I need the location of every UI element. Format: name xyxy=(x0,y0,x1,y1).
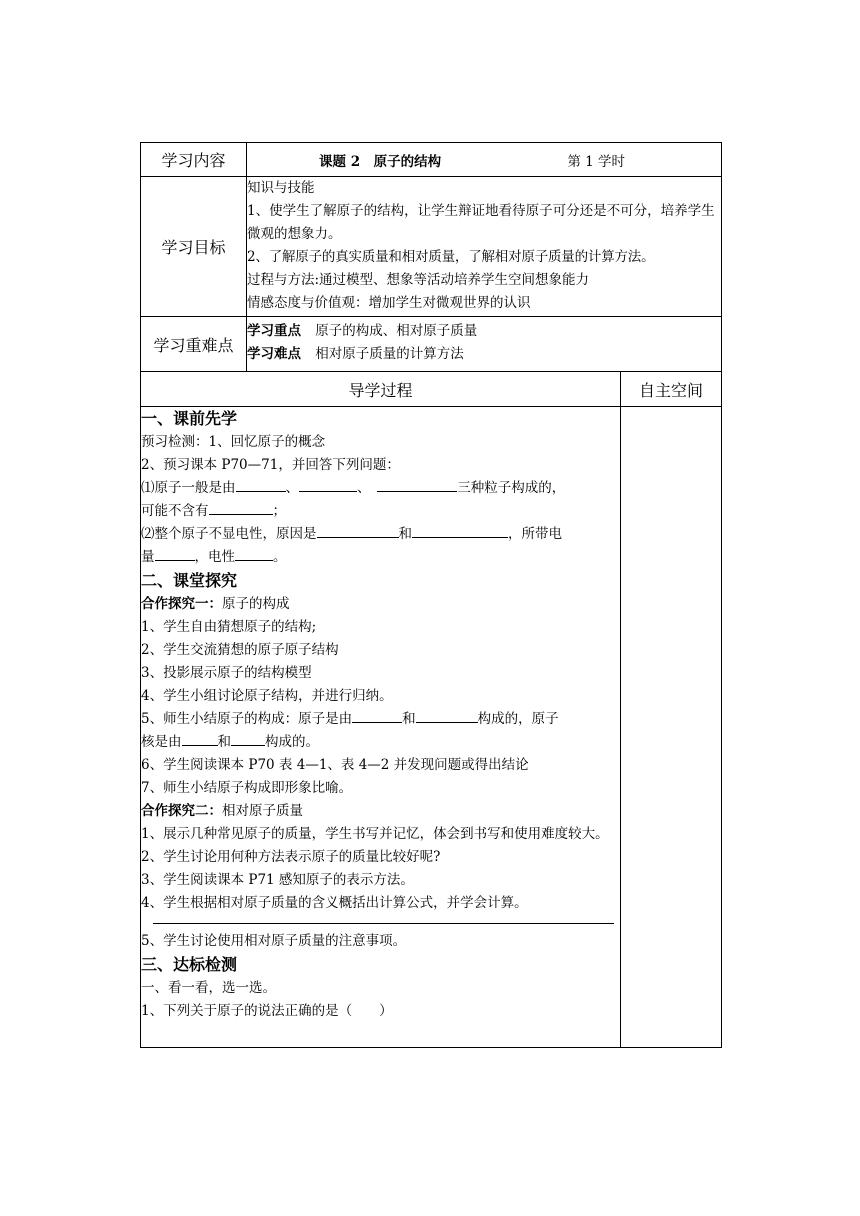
focus-text: 原子的构成、相对原子质量 xyxy=(315,323,478,339)
difficulty-line xyxy=(247,343,721,366)
q2-text: 。 xyxy=(273,549,287,565)
answer-blank[interactable] xyxy=(412,523,508,538)
answer-blank[interactable] xyxy=(377,477,457,492)
process-header-row xyxy=(141,372,722,407)
key-points-label: 学习重难点 xyxy=(141,317,247,372)
inquiry-title xyxy=(141,800,620,823)
q2-text: 和 xyxy=(398,526,412,542)
s5-text: 构成的。 xyxy=(265,734,319,750)
section-title: 二、课堂探究 xyxy=(141,571,238,590)
text-line: 2、预习课本 P70—71，并回答下列问题： xyxy=(141,457,400,473)
key-points-cell xyxy=(247,317,722,372)
difficulty-text: 相对原子质量的计算方法 xyxy=(315,346,464,362)
self-space-area[interactable] xyxy=(621,407,722,1048)
text-line: 4、学生根据相对原子质量的含义概括出计算公式，并学会计算。 xyxy=(141,895,528,911)
formula-answer-line[interactable] xyxy=(153,923,614,924)
text-line: 1、学生自由猜想原子的结构; xyxy=(141,619,317,635)
inquiry-label: 合作探究一： xyxy=(141,596,222,612)
key-points-row xyxy=(141,317,722,372)
answer-blank[interactable] xyxy=(317,523,399,538)
inquiry-title xyxy=(141,593,620,616)
text-line: 4、学生小组讨论原子结构，并进行归纳。 xyxy=(141,688,393,704)
question-line xyxy=(141,731,620,754)
answer-blank[interactable] xyxy=(155,546,195,561)
goals-row xyxy=(141,177,722,317)
q1-sep: 、 xyxy=(357,480,364,496)
goals-line: 2、了解原子的真实质量和相对质量，了解相对原子质量的计算方法。 xyxy=(247,249,655,265)
answer-blank[interactable] xyxy=(416,708,478,723)
q2-text: ，电性 xyxy=(194,549,235,565)
text-line: 7、师生小结原子构成即形象比喻。 xyxy=(141,780,353,796)
text-line: 2、学生讨论用何种方法表示原子的质量比较好呢? xyxy=(141,849,441,865)
goals-line: 1、使学生了解原子的结构，让学生辩证地看待原子可分还是不可分，培养学生微观的想象力。 xyxy=(247,203,715,242)
q2-text: ，所带电 xyxy=(508,526,562,542)
question-line xyxy=(141,708,620,731)
content-row xyxy=(141,143,722,177)
answer-blank[interactable] xyxy=(209,500,273,515)
q1-text: 可能不含有 xyxy=(141,503,209,519)
focus-line xyxy=(247,320,721,343)
text-line: 2、学生交流猜想的原子原子结构 xyxy=(141,642,339,658)
answer-blank[interactable] xyxy=(299,477,357,492)
question-line xyxy=(141,523,620,546)
q2-text: ⑵整个原子不显电性，原因是 xyxy=(141,526,317,542)
process-content xyxy=(141,407,621,1048)
inquiry-text: 原子的构成 xyxy=(222,596,290,612)
process-header: 导学过程 xyxy=(141,372,621,407)
text-line: 3、学生阅读课本 P71 感知原子的表示方法。 xyxy=(141,872,414,888)
answer-blank[interactable] xyxy=(182,731,218,746)
answer-blank[interactable] xyxy=(235,546,273,561)
text-line: 3、投影展示原子的结构模型 xyxy=(141,665,312,681)
question-line xyxy=(141,477,620,500)
goals-line: 过程与方法:通过模型、想象等活动培养学生空间想象能力 xyxy=(247,272,590,288)
goals-cell xyxy=(247,177,722,317)
text-line: 1、展示几种常见原子的质量，学生书写并记忆，体会到书写和使用难度较大。 xyxy=(141,826,609,842)
question-line xyxy=(141,546,620,569)
goals-label: 学习目标 xyxy=(141,177,247,317)
inquiry-label: 合作探究二： xyxy=(141,803,222,819)
s5-text: 核是由 xyxy=(141,734,182,750)
lesson-plan-table xyxy=(140,142,722,1048)
s5-text: 和 xyxy=(217,734,231,750)
q1-sep: 、 xyxy=(285,480,299,496)
text-line: 5、学生讨论使用相对原子质量的注意事项。 xyxy=(141,933,407,949)
text-line: 6、学生阅读课本 P70 表 4—1、表 4—2 并发现问题或得出结论 xyxy=(141,757,529,773)
lesson-title-cell xyxy=(247,143,722,177)
s5-text: 和 xyxy=(402,711,416,727)
difficulty-label: 学习难点 xyxy=(247,346,301,362)
answer-blank[interactable] xyxy=(231,731,265,746)
goals-line: 情感态度与价值观：增加学生对微观世界的认识 xyxy=(247,295,531,311)
answer-blank[interactable] xyxy=(352,708,402,723)
text-line: 一、看一看，选一选。 xyxy=(141,980,276,996)
goals-line: 知识与技能 xyxy=(247,180,315,196)
question-line xyxy=(141,500,620,523)
content-label: 学习内容 xyxy=(141,143,247,177)
focus-label: 学习重点 xyxy=(247,323,301,339)
q1-text: ； xyxy=(272,503,286,519)
text-line: 预习检测：1、回忆原子的概念 xyxy=(141,434,326,450)
s5-text: 5、师生小结原子的构成：原子是由 xyxy=(141,711,353,727)
section-title: 三、达标检测 xyxy=(141,955,238,974)
process-content-row xyxy=(141,407,722,1048)
inquiry-text: 相对原子质量 xyxy=(222,803,303,819)
lesson-title: 课题 2 原子的结构 xyxy=(319,153,442,170)
s5-text: 构成的，原子 xyxy=(477,711,559,727)
answer-blank[interactable] xyxy=(236,477,286,492)
q2-text: 量 xyxy=(141,549,155,565)
section-title: 一、课前先学 xyxy=(141,409,238,428)
q1-text: 三种粒子构成的， xyxy=(457,480,566,496)
self-space-header: 自主空间 xyxy=(621,372,722,407)
q1-text: ⑴原子一般是由 xyxy=(141,480,236,496)
text-line: 1、下列关于原子的说法正确的是（ ） xyxy=(141,1003,393,1019)
lesson-period: 第 1 学时 xyxy=(567,153,626,170)
